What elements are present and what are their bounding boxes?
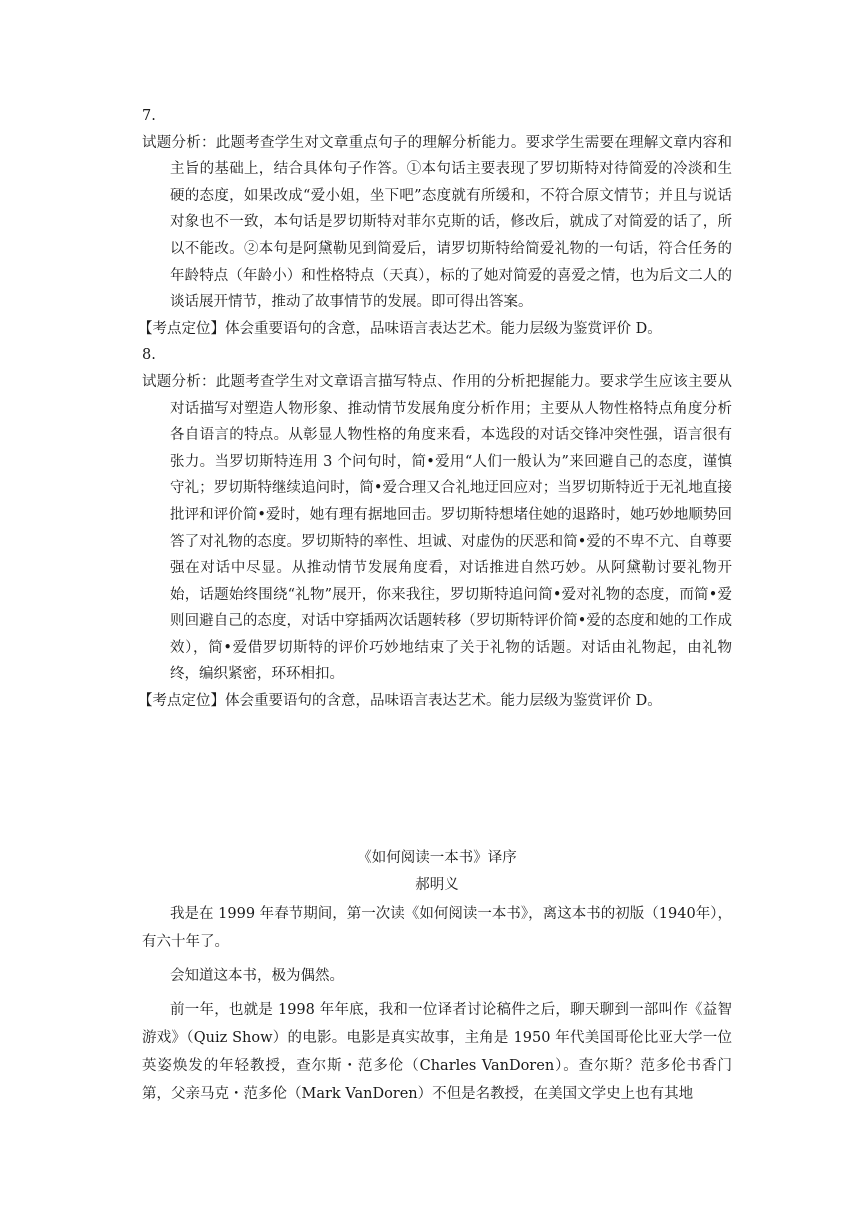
article-paragraph: 我是在 1999 年春节期间，第一次读《如何阅读一本书》，离这本书的初版（1940年），有六十年了。 [142,906,732,950]
question-8-kaodian: 【考点定位】体会重要语句的含意，品味语言表达艺术。能力层级为鉴赏评价 D。 [138,693,662,710]
article-paragraph: 会知道这本书，极为偶然。 [170,968,344,984]
article-paragraph: 前一年，也就是 1998 年年底，我和一位译者讨论稿件之后，聊天聊到一部叫作《益智游戏》（Quiz Show）的电影。电影是真实故事，主角是 1950 年代美国哥伦比亚大学一位英姿焕发的年轻教授，查尔斯・范多伦（Charles VanDoren）。查尔斯？范多伦书香门第，父亲马克・范多伦（Mark VanDoren）不但是名教授，在美国文学史上也有其地 [142,1002,732,1102]
question-7-analysis: 试题分析：此题考查学生对文章重点句子的理解分析能力。要求学生需要在理解文章内容和主旨的基础上，结合具体句子作答。①本句话主要表现了罗切斯特对待简爱的冷淡和生硬的态度，如果改成“爱小姐，坐下吧”态度就有所缓和，不符合原文情节；并且与说话对象也不一致，本句话是罗切斯特对菲尔克斯的话，修改后，就成了对简爱的话了，所以不能改。②本句是阿黛勒见到简爱后，请罗切斯特给简爱礼物的一句话，符合任务的年龄特点（年龄小）和性格特点（天真），标的了她对简爱的喜爱之情，也为后文二人的谈话展开情节，推动了故事情节的发展。即可得出答案。 [142,134,732,311]
article-author: 郝明义 [415,877,459,893]
question-number-8: 8. [142,347,156,364]
question-7-kaodian: 【考点定位】体会重要语句的含意，品味语言表达艺术。能力层级为鉴赏评价 D。 [138,320,662,337]
question-number-7: 7. [142,108,156,124]
answer-analysis-section [138,103,732,715]
question-8-analysis: 试题分析：此题考查学生对文章语言描写特点、作用的分析把握能力。要求学生应该主要从对话描写对塑造人物形象、推动情节发展角度分析作用；主要从人物性格特点角度分析各自语言的特点。从彰显人物性格的角度来看，本选段的对话交锋冲突性强，语言很有张力。当罗切斯特连用 3 个问句时，简•爱用“人们一般认为”来回避自己的态度，谨慎守礼；罗切斯特继续追问时，简•爱合理又合礼地迂回应对；当罗切斯特近于无礼地直接批评和评价简•爱时，她有理有据地回击。罗切斯特想堵住她的退路时，她巧妙地顺势回答了对礼物的态度。罗切斯特的率性、坦诚、对虚伪的厌恶和简•爱的不卑不亢、自尊要强在对话中尽显。从推动情节发展角度看，对话推进自然巧妙。从阿黛勒讨要礼物开始，话题始终围绕“礼物”展开，你来我往，罗切斯特追问简•爱对礼物的态度，而简•爱则回避自己的态度，对话中穿插两次话题转移（罗切斯特评价简•爱的态度和她的工作成效），简•爱借罗切斯特的评价巧妙地结束了关于礼物的话题。对话由礼物起，由礼物终，编织紧密，环环相扣。 [142,373,732,683]
article-title: 《如何阅读一本书》译序 [357,850,517,866]
article-section [142,844,732,1114]
